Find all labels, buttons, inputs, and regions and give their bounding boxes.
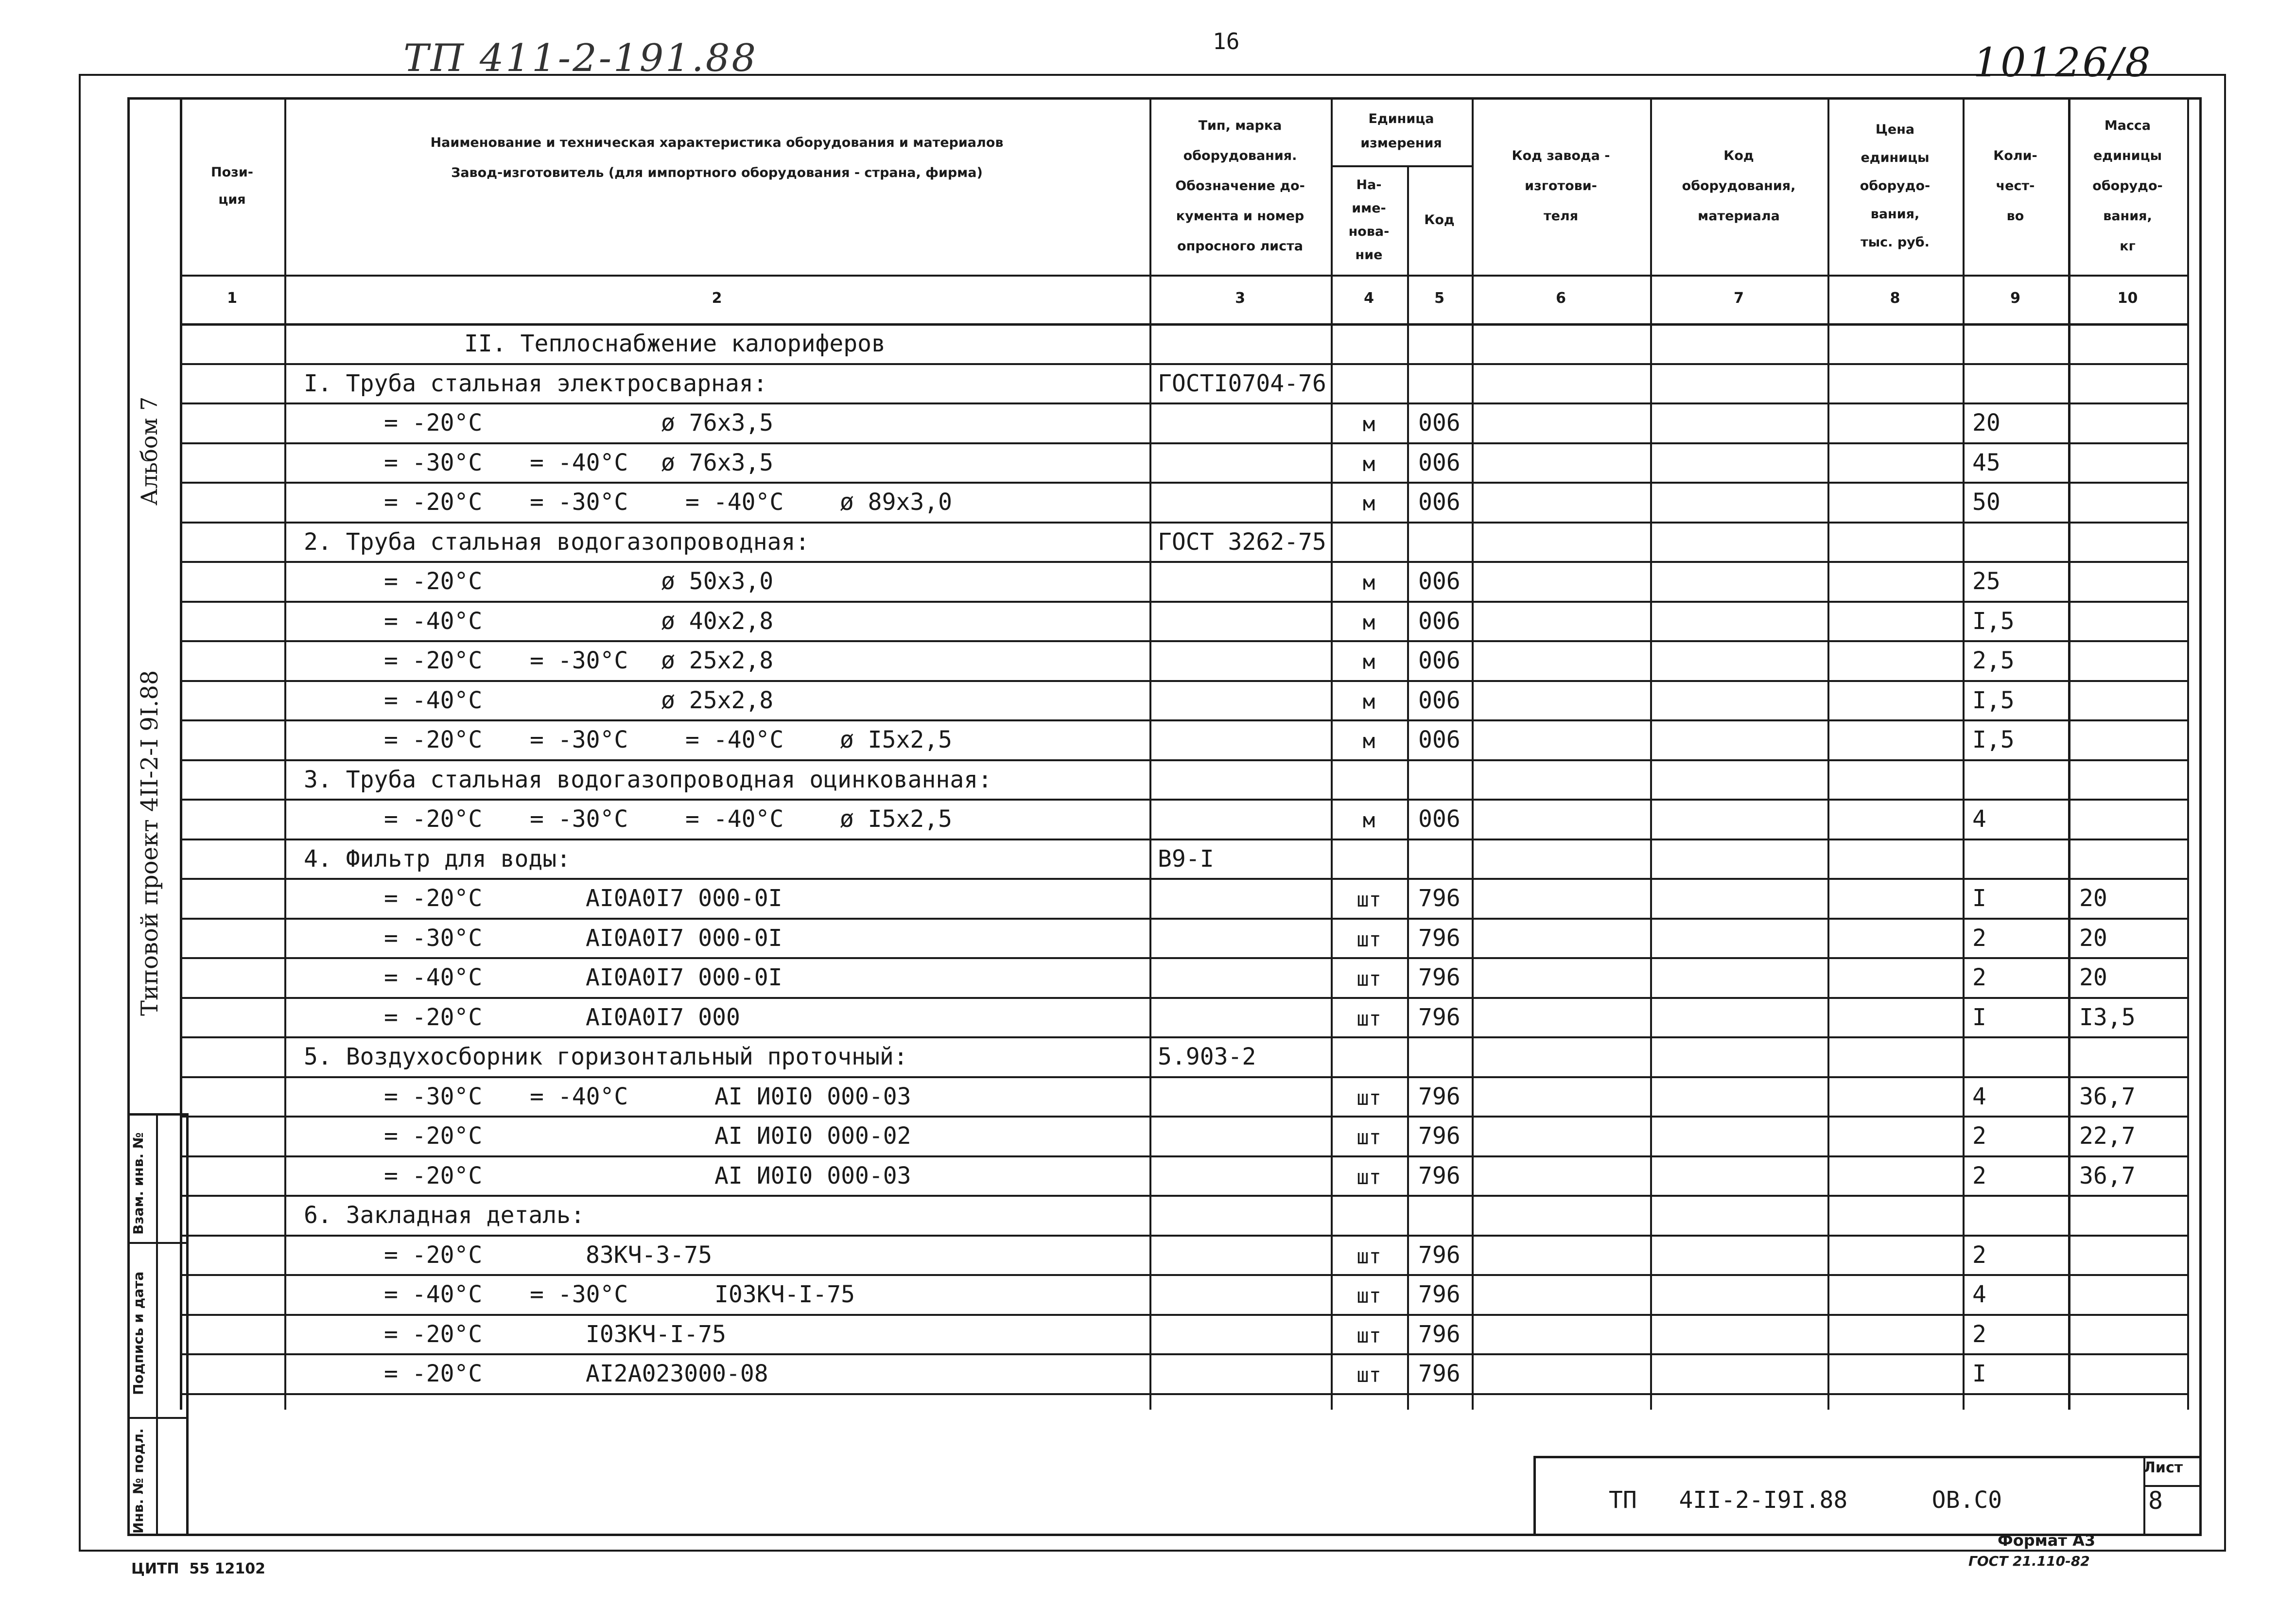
colnum-2: 2 xyxy=(712,290,722,307)
row-divider xyxy=(180,878,2187,880)
quantity: 2 xyxy=(1972,1320,1986,1348)
row-divider xyxy=(180,1155,2187,1157)
spec-detail: ø 50х3,0 xyxy=(661,568,774,595)
condition-1: = -20°С xyxy=(384,805,483,833)
quantity: I,5 xyxy=(1972,686,2015,714)
unit-name: м xyxy=(1362,452,1375,476)
condition-2: 8ЗКЧ-3-75 xyxy=(586,1241,713,1269)
row-divider xyxy=(180,442,2187,444)
condition-1: = -20°С xyxy=(384,885,483,912)
unit-mass: 36,7 xyxy=(2079,1162,2136,1189)
left-footer-code: ЦИТП 55 12102 xyxy=(131,1560,265,1577)
row-divider xyxy=(180,482,2187,484)
row-divider xyxy=(180,601,2187,603)
row-divider xyxy=(180,997,2187,999)
unit-mass: I3,5 xyxy=(2079,1003,2136,1031)
row-divider xyxy=(180,522,2187,524)
header-type: Тип, марка оборудования. Обозначение до- кумента и номер опросного листа xyxy=(1175,118,1305,254)
header-position: Пози- ция xyxy=(211,164,253,207)
quantity: 50 xyxy=(1972,489,2000,516)
condition-2: = -30°С xyxy=(530,647,628,674)
header-mass: Масса единицы оборудо- вания, кг xyxy=(2092,118,2163,254)
condition-1: = -20°С xyxy=(384,1122,483,1150)
header-name: Наименование и техническая характеристика оборудования и материалов Завод-изготовитель (для импортного оборудования - страна, фирма) xyxy=(430,135,1004,180)
quantity: 2 xyxy=(1972,924,1986,952)
stamp-swap-label: Взам. инв. № xyxy=(130,1132,146,1235)
colnum-4: 4 xyxy=(1364,290,1374,307)
spec-detail: = -40°С ø 89х3,0 xyxy=(685,489,953,516)
unit-name: шт xyxy=(1357,927,1381,951)
doc-reference: ГОСТI0704-76 xyxy=(1158,369,1326,397)
title-designation: ТП 4II-2-I9I.88 ОВ.С0 xyxy=(1609,1486,2002,1514)
unit-name: м xyxy=(1362,412,1375,436)
condition-1: = -30°С xyxy=(384,924,483,952)
archive-number: 10126/8 xyxy=(1973,40,2153,86)
gost-label: ГОСТ 21.110-82 xyxy=(1968,1553,2090,1569)
row-divider xyxy=(180,719,2187,721)
unit-code: 006 xyxy=(1418,489,1461,516)
condition-1: = -20°С xyxy=(384,647,483,674)
unit-code: 796 xyxy=(1418,924,1461,952)
quantity: 4 xyxy=(1972,805,1986,833)
spec-detail: ø 25х2,8 xyxy=(661,686,774,714)
sheet-label: Лист xyxy=(2143,1459,2183,1476)
header-unit-code: Код xyxy=(1424,212,1455,227)
doc-number-handwritten: ТП 411-2-191.88 xyxy=(403,36,758,80)
condition-2: АI0А0I7 000-0I xyxy=(586,885,783,912)
unit-mass: 20 xyxy=(2079,924,2107,952)
colnum-5: 5 xyxy=(1434,290,1444,307)
unit-code: 796 xyxy=(1418,1241,1461,1269)
header-plant-code: Код завода - изготови- теля xyxy=(1512,148,1610,224)
doc-reference: В9-I xyxy=(1158,845,1214,873)
unit-code: 796 xyxy=(1418,1162,1461,1189)
condition-1: = -40°С xyxy=(384,1281,483,1308)
colnum-9: 9 xyxy=(2010,290,2020,307)
unit-name: м xyxy=(1362,491,1375,515)
condition-1: = -20°С xyxy=(384,568,483,595)
colnum-6: 6 xyxy=(1556,290,1566,307)
condition-2: = -30°С xyxy=(530,1281,628,1308)
row-divider xyxy=(180,402,2187,404)
item-title: 2. Труба стальная водогазопроводная: xyxy=(304,528,810,556)
unit-code: 796 xyxy=(1418,1083,1461,1110)
doc-reference: ГОСТ 3262-75 xyxy=(1158,528,1326,556)
condition-2: I0ЗКЧ-I-75 xyxy=(586,1320,726,1348)
condition-2: АI2А023000-08 xyxy=(586,1360,768,1387)
row-divider xyxy=(180,1274,2187,1276)
colnum-3: 3 xyxy=(1235,290,1245,307)
section-title: II. Теплоснабжение калориферов xyxy=(464,330,886,357)
item-title: 3. Труба стальная водогазопроводная оцинкованная: xyxy=(304,766,992,793)
unit-code: 006 xyxy=(1418,726,1461,753)
unit-code: 796 xyxy=(1418,964,1461,991)
item-title: 6. Закладная деталь: xyxy=(304,1202,585,1229)
row-divider xyxy=(180,1116,2187,1118)
unit-name: шт xyxy=(1357,1363,1381,1387)
row-divider xyxy=(180,957,2187,959)
unit-code: 796 xyxy=(1418,1122,1461,1150)
item-title: 4. Фильтр для воды: xyxy=(304,845,571,873)
spec-detail: ø 25х2,8 xyxy=(661,647,774,674)
quantity: I xyxy=(1972,1003,1986,1031)
row-divider xyxy=(180,363,2187,365)
item-title: I. Труба стальная электросварная: xyxy=(304,369,767,397)
quantity: 4 xyxy=(1972,1083,1986,1110)
header-quantity: Коли- чест- во xyxy=(1993,148,2037,224)
quantity: 2 xyxy=(1972,1241,1986,1269)
header-price: Цена единицы оборудо- вания, тыс. руб. xyxy=(1860,122,1931,250)
unit-code: 006 xyxy=(1418,409,1461,437)
unit-code: 006 xyxy=(1418,568,1461,595)
spec-detail: ø 76х3,5 xyxy=(661,409,774,437)
unit-name: м xyxy=(1362,808,1375,832)
condition-2: = -40°С xyxy=(530,1083,628,1110)
condition-2: = -40°С xyxy=(530,449,628,476)
condition-1: = -40°С xyxy=(384,686,483,714)
spec-detail: = -40°С ø I5х2,5 xyxy=(685,805,953,833)
condition-2: АI0А0I7 000 xyxy=(586,1003,740,1031)
row-divider xyxy=(180,799,2187,801)
header-equipment-code: Код оборудования, материала xyxy=(1682,148,1796,224)
unit-code: 006 xyxy=(1418,647,1461,674)
sheet-number: 8 xyxy=(2148,1486,2163,1515)
condition-2: АI0А0I7 000-0I xyxy=(586,964,783,991)
quantity: 2 xyxy=(1972,964,1986,991)
quantity: 2 xyxy=(1972,1162,1986,1189)
quantity: 4 xyxy=(1972,1281,1986,1308)
row-divider xyxy=(180,1076,2187,1078)
row-divider xyxy=(180,1393,2187,1395)
unit-name: м xyxy=(1362,729,1375,753)
quantity: 20 xyxy=(1972,409,2000,437)
spec-detail: АI И0I0 000-03 xyxy=(714,1083,911,1110)
unit-name: шт xyxy=(1357,1165,1381,1189)
unit-name: шт xyxy=(1357,967,1381,991)
row-divider xyxy=(180,561,2187,563)
quantity: I xyxy=(1972,1360,1986,1387)
unit-mass: 22,7 xyxy=(2079,1122,2136,1150)
quantity: I xyxy=(1972,885,1986,912)
condition-1: = -20°С xyxy=(384,1162,483,1189)
item-title: 5. Воздухосборник горизонтальный проточный: xyxy=(304,1043,908,1070)
unit-code: 796 xyxy=(1418,885,1461,912)
header-unit-name: На- име- нова- ние xyxy=(1348,177,1390,262)
condition-1: = -30°С xyxy=(384,449,483,476)
unit-name: м xyxy=(1362,650,1375,674)
unit-name: шт xyxy=(1357,888,1381,911)
colnum-7: 7 xyxy=(1734,290,1744,307)
condition-1: = -40°С xyxy=(384,964,483,991)
unit-code: 796 xyxy=(1418,1360,1461,1387)
spec-table xyxy=(180,97,2202,1410)
spec-detail: АI И0I0 000-02 xyxy=(714,1122,911,1150)
unit-code: 796 xyxy=(1418,1003,1461,1031)
row-divider xyxy=(180,759,2187,761)
doc-reference: 5.903-2 xyxy=(1158,1043,1256,1070)
unit-name: шт xyxy=(1357,1284,1381,1308)
row-divider xyxy=(180,680,2187,682)
unit-code: 006 xyxy=(1418,449,1461,476)
table-body xyxy=(180,97,2187,1410)
quantity: 25 xyxy=(1972,568,2000,595)
album-label: Альбом 7 xyxy=(136,396,162,506)
spec-detail: ø 76х3,5 xyxy=(661,449,774,476)
format-label: Формат А3 xyxy=(1998,1531,2096,1550)
row-divider xyxy=(180,1314,2187,1316)
quantity: I,5 xyxy=(1972,726,2015,753)
spec-detail: АI И0I0 000-03 xyxy=(714,1162,911,1189)
condition-1: = -40°С xyxy=(384,607,483,635)
condition-1: = -20°С xyxy=(384,1003,483,1031)
quantity: 2 xyxy=(1972,1122,1986,1150)
row-divider xyxy=(180,1353,2187,1355)
header-unit-group: Единица измерения xyxy=(1360,111,1442,151)
unit-name: шт xyxy=(1357,1006,1381,1031)
unit-name: м xyxy=(1362,689,1375,714)
condition-2: = -30°С xyxy=(530,726,628,753)
unit-mass: 20 xyxy=(2079,885,2107,912)
stamp-orig-label: Инв. № подл. xyxy=(130,1428,146,1534)
project-label: Типовой проект 4II-2-I 9I.88 xyxy=(136,670,163,1016)
unit-code: 006 xyxy=(1418,805,1461,833)
condition-1: = -30°С xyxy=(384,1083,483,1110)
unit-name: шт xyxy=(1357,1085,1381,1110)
row-divider xyxy=(180,640,2187,642)
unit-code: 006 xyxy=(1418,686,1461,714)
unit-mass: 36,7 xyxy=(2079,1083,2136,1110)
unit-code: 796 xyxy=(1418,1320,1461,1348)
quantity: 2,5 xyxy=(1972,647,2015,674)
unit-name: м xyxy=(1362,571,1375,594)
condition-1: = -20°С xyxy=(384,1360,483,1387)
condition-1: = -20°С xyxy=(384,726,483,753)
condition-2: АI0А0I7 000-0I xyxy=(586,924,783,952)
unit-name: шт xyxy=(1357,1125,1381,1149)
row-divider xyxy=(180,918,2187,920)
colnum-8: 8 xyxy=(1890,290,1900,307)
condition-1: = -20°С xyxy=(384,489,483,516)
unit-name: шт xyxy=(1357,1244,1381,1268)
colnum-10: 10 xyxy=(2117,290,2138,307)
colnum-1: 1 xyxy=(227,290,237,307)
condition-2: = -30°С xyxy=(530,489,628,516)
page-number: 16 xyxy=(1213,28,1240,54)
row-divider xyxy=(180,839,2187,840)
condition-1: = -20°С xyxy=(384,409,483,437)
unit-name: шт xyxy=(1357,1323,1381,1347)
quantity: 45 xyxy=(1972,449,2000,476)
spec-detail: = -40°С ø I5х2,5 xyxy=(685,726,953,753)
condition-1: = -20°С xyxy=(384,1320,483,1348)
quantity: I,5 xyxy=(1972,607,2015,635)
spec-detail: ø 40х2,8 xyxy=(661,607,774,635)
condition-2: = -30°С xyxy=(530,805,628,833)
row-divider xyxy=(180,1036,2187,1038)
stamp-sign-label: Подпись и дата xyxy=(130,1271,146,1395)
unit-code: 006 xyxy=(1418,607,1461,635)
row-divider xyxy=(180,1235,2187,1237)
unit-mass: 20 xyxy=(2079,964,2107,991)
unit-code: 796 xyxy=(1418,1281,1461,1308)
unit-name: м xyxy=(1362,610,1375,634)
spec-detail: I0ЗКЧ-I-75 xyxy=(714,1281,855,1308)
row-divider xyxy=(180,1195,2187,1197)
condition-1: = -20°С xyxy=(384,1241,483,1269)
